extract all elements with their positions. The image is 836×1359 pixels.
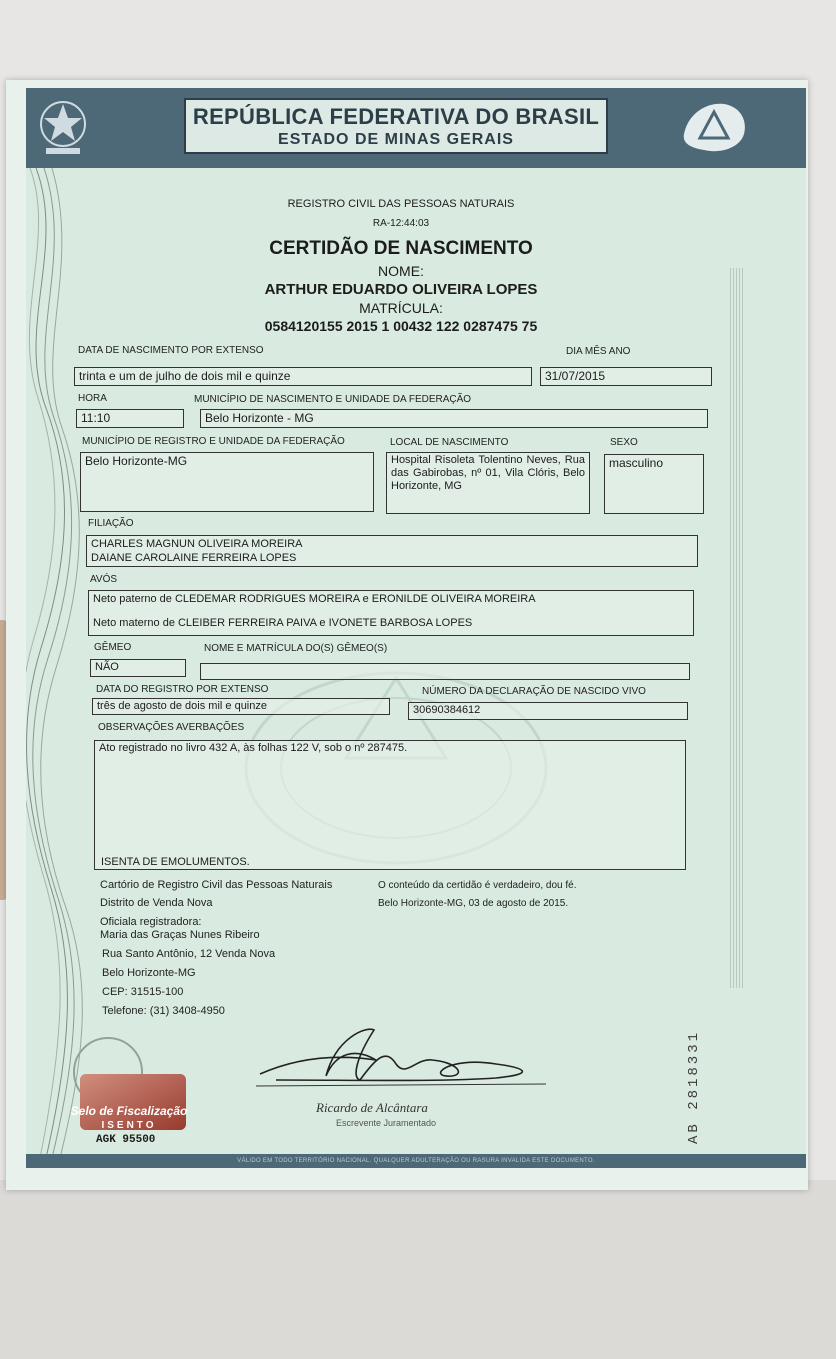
cartorio-line-6: Belo Horizonte-MG xyxy=(102,967,196,979)
mae: DAIANE CAROLAINE FERREIRA LOPES xyxy=(91,552,297,564)
matricula-label: MATRÍCULA: xyxy=(359,300,443,316)
fe-line-1: O conteúdo da certidão é verdadeiro, dou fé. xyxy=(378,880,577,891)
local-field: Hospital Risoleta Tolentino Neves, Rua das Gabirobas, nº 01, Vila Clóris, Belo Horizonte, MG xyxy=(386,452,590,514)
avos-paterno: Neto paterno de CLEDEMAR RODRIGUES MOREIRA e ERONILDE OLIVEIRA MOREIRA xyxy=(93,593,536,605)
dia-mes-ano-label: DIA MÊS ANO xyxy=(566,346,631,357)
gemeos-nome-field xyxy=(200,663,690,680)
selo-fiscalizacao xyxy=(66,1036,192,1154)
selo-title: Selo de Fiscalização xyxy=(70,1104,188,1118)
minas-gerais-map-icon xyxy=(676,94,752,160)
guilloche-border xyxy=(26,168,86,1158)
cartorio-line-7: CEP: 31515-100 xyxy=(102,986,184,998)
municipio-reg-label: MUNICÍPIO DE REGISTRO E UNIDADE DA FEDERAÇÃO xyxy=(82,436,345,447)
obs-field xyxy=(94,740,686,870)
certificate-title: CERTIDÃO DE NASCIMENTO xyxy=(269,238,533,259)
side-number: AB 2818331 xyxy=(686,1029,702,1144)
nome-label: NOME: xyxy=(378,263,424,279)
republica-title: REPÚBLICA FEDERATIVA DO BRASIL xyxy=(192,104,600,129)
isenta-text: ISENTA DE EMOLUMENTOS. xyxy=(101,856,250,868)
fe-line-2: Belo Horizonte-MG, 03 de agosto de 2015. xyxy=(378,898,569,909)
birth-certificate xyxy=(26,88,806,1168)
cartorio-line-5: Rua Santo Antônio, 12 Venda Nova xyxy=(102,948,276,960)
avos-field xyxy=(88,590,694,636)
estado-title: ESTADO DE MINAS GERAIS xyxy=(278,131,514,148)
obs-label: OBSERVAÇÕES AVERBAÇÕES xyxy=(98,722,245,733)
cartorio-line-2: Distrito de Venda Nova xyxy=(100,897,213,909)
gemeos-nome-label: NOME E MATRÍCULA DO(S) GÊMEO(S) xyxy=(204,643,388,654)
avos-materno: Neto materno de CLEIBER FERREIRA PAIVA e IVONETE BARBOSA LOPES xyxy=(93,617,473,629)
data-field: 31/07/2015 xyxy=(540,367,712,386)
sexo-label: SEXO xyxy=(610,437,638,448)
pai: CHARLES MAGNUN OLIVEIRA MOREIRA xyxy=(91,538,303,550)
matricula: 0584120155 2015 1 00432 122 0287475 75 xyxy=(264,318,538,334)
municipio-reg-field: Belo Horizonte-MG xyxy=(80,452,374,512)
cartorio-line-8: Telefone: (31) 3408-4950 xyxy=(102,1005,225,1017)
header-band xyxy=(26,88,806,168)
registro-civil: REGISTRO CIVIL DAS PESSOAS NATURAIS xyxy=(287,198,515,210)
local-label: LOCAL DE NASCIMENTO xyxy=(390,437,509,448)
data-registro-label: DATA DO REGISTRO POR EXTENSO xyxy=(96,684,269,695)
footer-band: VÁLIDO EM TODO TERRITÓRIO NACIONAL. QUALQUER ADULTERAÇÃO OU RASURA INVALIDA ESTE DOCUMENTO. xyxy=(26,1154,806,1168)
hora-label: HORA xyxy=(78,393,107,404)
filiacao-field xyxy=(86,535,698,567)
data-extenso-field: trinta e um de julho de dois mil e quinze xyxy=(74,367,532,386)
avos-label: AVÓS xyxy=(90,574,118,585)
selo-isento: ISENTO xyxy=(101,1120,157,1131)
gemeo-field: NÃO xyxy=(90,659,186,677)
municipio-nasc-label: MUNICÍPIO DE NASCIMENTO E UNIDADE DA FEDERAÇÃO xyxy=(194,394,472,405)
header-title-box xyxy=(184,98,608,154)
ra-code: RA-12:44:03 xyxy=(372,218,430,229)
security-stripe xyxy=(730,268,744,988)
data-registro-field: três de agosto de dois mil e quinze xyxy=(92,698,390,715)
municipio-nasc-field: Belo Horizonte - MG xyxy=(200,409,708,428)
nome: ARTHUR EDUARDO OLIVEIRA LOPES xyxy=(264,281,538,298)
signature xyxy=(256,1018,546,1098)
cartorio-line-4: Maria das Graças Nunes Ribeiro xyxy=(100,929,260,941)
coat-of-arms-icon xyxy=(34,94,92,158)
data-extenso-label: DATA DE NASCIMENTO POR EXTENSO xyxy=(78,345,264,356)
dnv-field: 30690384612 xyxy=(408,702,688,720)
cartorio-line-3: Oficiala registradora: xyxy=(100,916,202,928)
selo-code: AGK 95500 xyxy=(96,1134,156,1146)
signature-role: Escrevente Juramentado xyxy=(336,1118,437,1128)
wall-background xyxy=(0,1180,836,1359)
hora-field: 11:10 xyxy=(76,409,184,428)
cartorio-line-1: Cartório de Registro Civil das Pessoas Naturais xyxy=(100,879,333,891)
filiacao-label: FILIAÇÃO xyxy=(88,518,134,529)
dnv-label: NÚMERO DA DECLARAÇÃO DE NASCIDO VIVO xyxy=(422,686,646,697)
signature-name: Ricardo de Alcântara xyxy=(316,1100,428,1115)
obs-text: Ato registrado no livro 432 A, às folhas 122 V, sob o nº 287475. xyxy=(99,742,408,754)
gemeo-label: GÊMEO xyxy=(94,642,132,653)
sexo-field: masculino xyxy=(604,454,704,514)
